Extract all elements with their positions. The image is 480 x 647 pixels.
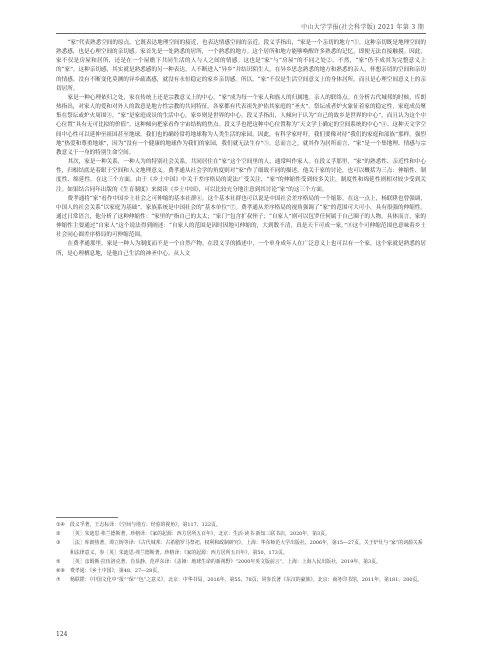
article-body <box>56 39 426 259</box>
footnote-text: 段义孚著，王志标译：《空间与地方：经验的视角》，第117、122页。 <box>70 522 221 528</box>
running-header <box>0 0 480 44</box>
footnote-marker: ② <box>56 531 61 538</box>
footnote-rule <box>56 517 118 518</box>
journal-header: 中山大学学报(社会科学版) 2021 年第 3 期 <box>301 24 424 31</box>
footnote <box>56 530 426 539</box>
footnote-marker: ⑦ <box>56 577 61 584</box>
footnote-marker: ③ <box>56 540 61 547</box>
paragraph: 在费孝通那里，家是一种人为制度而不是一个自然产物。在段义孚的描述中，一个单身成年人在广泛意义上也可以有一个家，这个家就是熟悉的居所，是心理栖息地，是他自己生活的神圣中心。从人文 <box>56 241 426 257</box>
paragraph: “家”代表熟悉空间的原点。它既表达地理空间的接近，也表达情感空间的亲近。段义孚指出，“家是一个亲切的地方”①。这种亲切既是地理空间的熟悉感，也是心理空间的亲切感。家首先是一处熟悉的居所，一个熟悉的地方。这个居所和地方能够唤醒许多熟悉的记忆，即便无法直接触摸。因此，家不仅是房屋和居所，还是在一个屋檐下共同生活的人与人之间的情感。这也是“家”与“房屋”的不同之处②。不然，“家”仍不成其为完整意义上的“家”。这种亲切感，其实就是熟悉感的另一种表达。人不断进入“异乡”并结识陌生人，在异乡思念熟悉的地方和熟悉的亲人，怀想亲切的空间和亲切的情感。没有不断变化莫测的异乡疏离感，就没有永恒稳定的家乡亲切感。所以，“家”不仅是生活空间意义上的身体居所，而且是心理空间意义上的亲切居所。 <box>56 40 426 92</box>
paragraph: 费孝通将“家”看作中国乡土社会之可伸缩的基本社群⑥。这个基本社群也可以说是中国社会差序格局的一个缩影。在这一点上，杨联陞也曾强调，中国人的社会关系“以家庭为基础”，家族系统是中国社会的“基本单位”⑦。费孝通从差序格局的视角强调了“家”的范围可大可小，具有很强的伸缩性。通过日常语言，他分析了这种伸缩性：“家里的”指自己的太太；“家门”包含扩叔侄子；“自家人”则可以包罗任何属于自己圈子的人物。具体而言，家的伸缩性主要通过“自家人”这个说法得到阐述：“自家人的范围是因时因地可伸缩的，大到数不清，真是天下可成一家。”⑧这个可伸缩范围也意味着乡土社会同心圆差序格局的可伸缩范围。 <box>56 195 426 239</box>
footnote-text: 费孝通：《乡土中国》，第48、27—28页。 <box>70 568 163 575</box>
footnote-marker: ①④ <box>56 522 65 528</box>
footnote <box>56 558 426 567</box>
header-rule <box>56 33 426 34</box>
footnote <box>56 567 426 576</box>
footnote <box>56 521 426 530</box>
footnote <box>56 576 426 585</box>
footnote-marker: ⑥⑧ <box>56 568 65 575</box>
footnotes <box>56 521 426 585</box>
footnote <box>56 539 426 557</box>
footnote-text: ［英］朱迪思·弗兰德斯著，珍榕译：《家的起源：西方居所五百年》，北京：生活·读书·新知三联书店，2020年，第3页。 <box>70 531 330 538</box>
footnote-text: 杨联陞：《中国文化中“报”“保”“包”之意义》，北京：中华书局，2016年，第55、78页；同参氏著《东汉的豪族》，北京：商务印书馆，2011年，第181、200页。 <box>70 577 423 584</box>
footnote-text: ［英］彦姆斯·拉伍洛克著，肖显静、范祥东译：《盖娅：地球生命的新视野》“2000年英文版前言”，上海：上海人民出版社，2019年，第3页。 <box>70 558 381 565</box>
paragraph: 其次，家是一种关系，一种人为的特别社会关系。共同居住在“家”这个空间里的人，通常叫作家人。在段义孚那里，“家”的熟悉性、亲近性和中心性，归根结底是着眼于空间和人文地理意义。费孝通从社会学的角度则对“家”作了细致不同的描述。他关于家的讨论，也可以概括为三点：伸缩性、制度性、绵延性。在这三个方面，由于《乡土中国》中关于差序格局的说法广受关注，“家”的伸缩性受到较多关注，制度性和绵延性则相对较少受到关注。如果结合同年出版的《生育制度》来阅读《乡土中国》，可以比较充分地注意到其讨论“家”的这三个方面。 <box>56 159 426 193</box>
footnote-text: ［法］库朗热著，谭立铸等译：《古代城邦：古希腊罗马祭祀、权利和政制研究》，上海：华东师范大学出版社，2006年，第15—27页。关于炉灶与“家”的词源关系和法律意义，参［英］朱迪思·弗兰德斯著，珍榕译：《家的起源：西方居所五百年》，第50、173页。 <box>70 540 423 556</box>
paragraph: 家是一种心理依归之处，家在传统上还是宗教意义上的中心，“家”成为每一个家人和族人的归属地。亲人的联络点。在分析古代城邦的时候，库朗热指出，对家人的爱和对外人的敌意是地方性宗教的共同特征。各家都有代表祖先护佑其家庭的“圣火”。祭坛成者炉火象征着家的稳定性，家庭成员聚集在祭坛或炉火周围③。“家”是家庭成员的生活中心，家乡则是世界的中心。段义孚指出，人倾向于认为“自己的故乡是世界的中心”，而且认为这个中心位置“具有无可比拟的价值”。这种倾向把家看作宇宙结构的焦点。段义孚也把这种中心位置称为“天文学上确定的空间系统的中心”④。这种天文学空间中心性可以延伸至祖国甚至地球。我们也的确经常将地球称为人类生活的家园。因此，有科学家呼吁，我们要像对待“我们的家庭和部族”那样，强烈地“热爱和尊重地球”，因为“没有一个健康的地球作为我们的家园，我们就无法生存”⑤。总而言之，就其作为居所而言，“家”是一个集地理、情感与宗教意义于一身的特别生命空间。 <box>56 94 426 156</box>
footnote-marker: ⑤ <box>56 558 61 565</box>
page-number: 124 <box>56 631 68 638</box>
